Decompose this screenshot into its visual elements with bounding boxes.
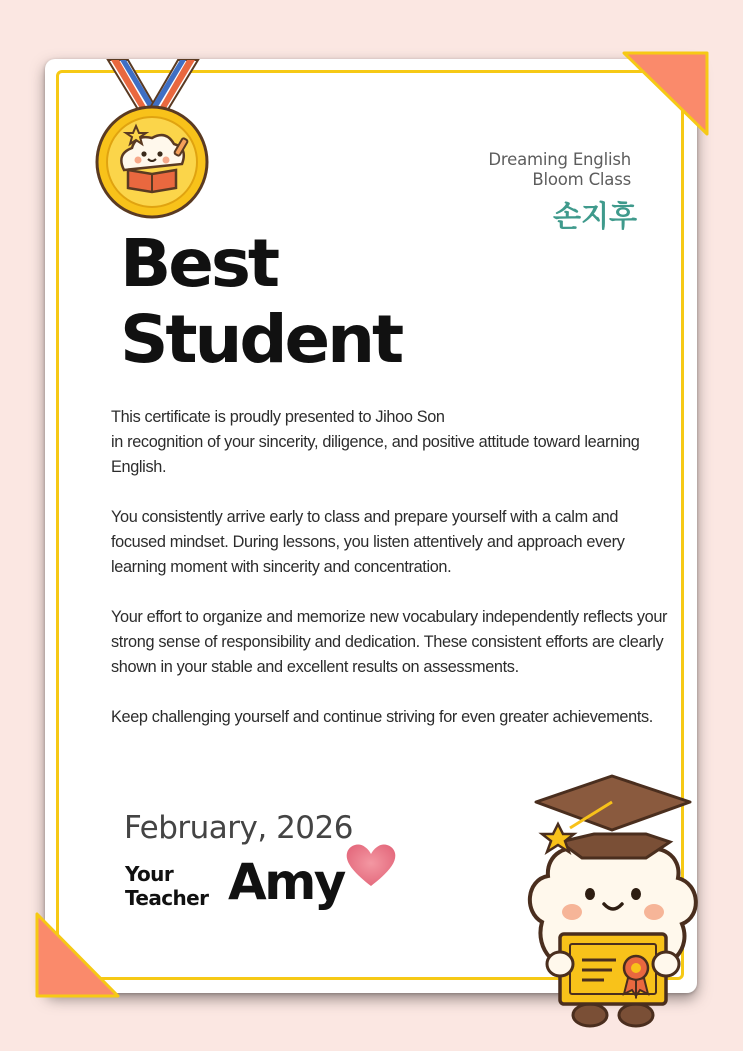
certificate-date: February, 2026 xyxy=(124,810,353,846)
teacher-role-label xyxy=(125,862,208,910)
paragraph-1-line-1: This certificate is proudly presented to Jihoo Son xyxy=(111,408,445,426)
role-line-1: Your xyxy=(125,862,174,886)
paragraph-1-line-2: in recognition of your sincerity, diligence, and positive attitude toward learning English. xyxy=(111,433,640,476)
organization-line-1: Dreaming English xyxy=(488,150,631,169)
organization-name xyxy=(488,150,631,190)
body-paragraph-3: Your effort to organize and memorize new vocabulary independently reflects your strong sense of responsibility and dedication. These consistent efforts are clearly shown in your stable and excellent results on assessments. xyxy=(111,608,668,676)
heart-icon xyxy=(343,840,399,888)
gold-medal-icon xyxy=(94,58,212,220)
organization-line-2: Bloom Class xyxy=(532,170,631,189)
title-line-1: Best xyxy=(120,225,277,302)
certificate-title xyxy=(120,226,401,378)
graduate-cloud-mascot-icon xyxy=(520,772,705,1030)
teacher-name: Amy xyxy=(228,853,344,911)
corner-decoration-bottom-left xyxy=(34,910,124,1000)
corner-decoration-top-right xyxy=(620,50,710,140)
student-name-korean: 손지후 xyxy=(552,199,637,233)
body-paragraph-4: Keep challenging yourself and continue striving for even greater achievements. xyxy=(111,708,653,726)
title-line-2: Student xyxy=(120,301,402,378)
role-line-2: Teacher xyxy=(125,886,209,910)
body-paragraph-2: You consistently arrive early to class and prepare yourself with a calm and focused mindset. During lessons, you listen attentively and approach every learning moment with sincerity and concentration. xyxy=(111,508,625,576)
certificate-body xyxy=(111,405,671,755)
body-paragraph-1 xyxy=(111,405,671,480)
